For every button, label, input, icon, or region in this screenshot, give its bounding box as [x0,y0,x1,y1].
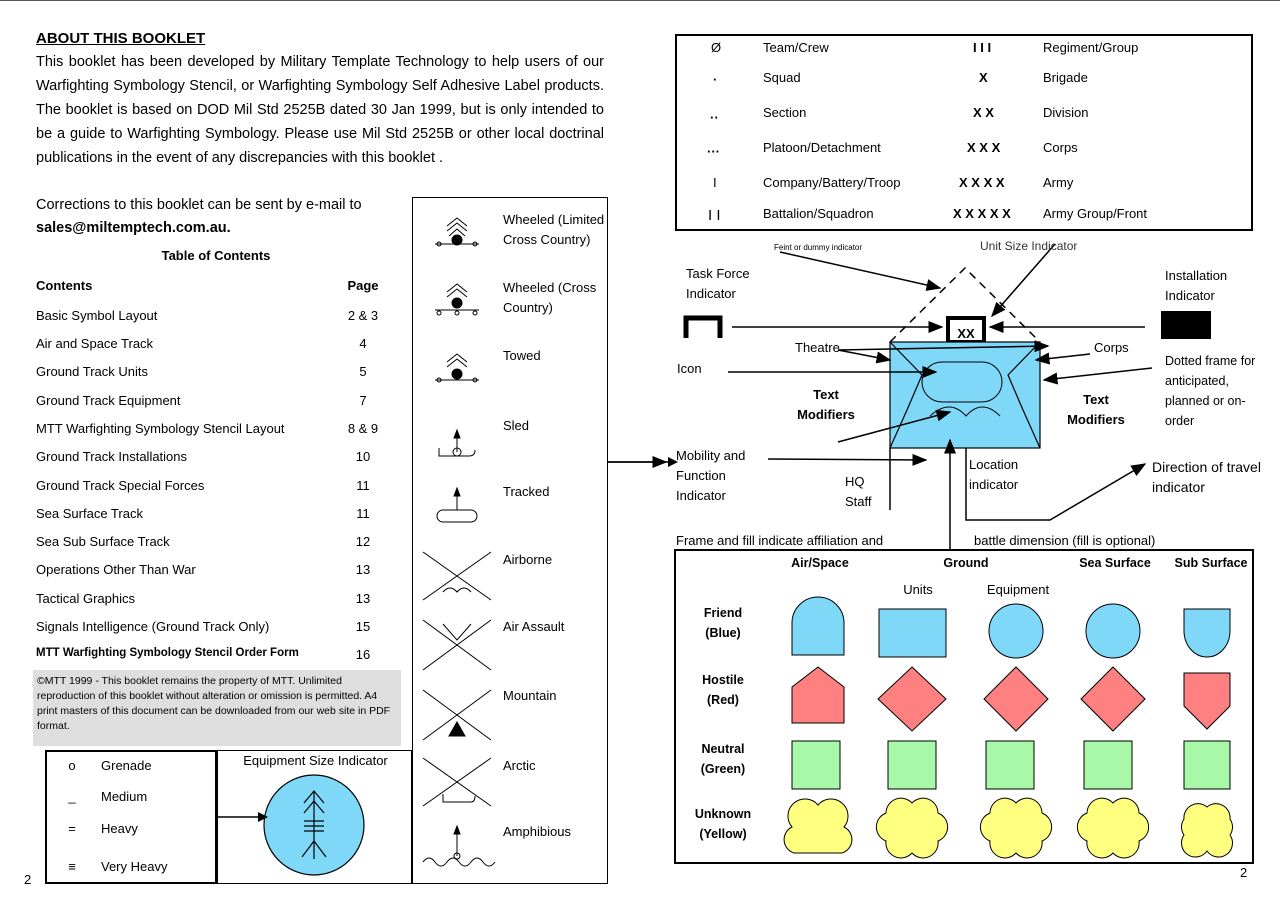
toc-row-contents: MTT Warfighting Symbology Stencil Order Form [36,647,299,659]
column-equipment: Equipment [986,582,1050,597]
unit-size-symbol: · [713,72,718,87]
mobility-label: Air Assault [503,619,565,634]
toc-row[interactable] [36,591,396,611]
unit-size-box-label: XX [957,326,975,341]
page-number-right: 2 [1240,865,1248,880]
friend-ground-equipment [989,604,1043,658]
unit-size-symbol: X X X X X [953,206,1011,221]
weight-class-label: Grenade [101,758,152,773]
unit-size-symbol: X [979,70,988,85]
column-units: Units [903,582,933,597]
page-number-left: 2 [24,872,32,887]
friend-sub-surface [1184,609,1230,657]
toc-header-contents: Contents [36,278,93,293]
mobility-label: Wheeled (Limited Cross Country) [503,212,605,247]
mobility-indicator-box [412,197,608,884]
towed-icon [435,354,479,382]
neutral-ground-unit [888,741,936,789]
toc-row-contents: Ground Track Installations [36,449,188,464]
copyright-notice: ©MTT 1999 - This booklet remains the property of MTT. Unlimited reproduction of this booklet without alteration or omission is permitted. A4 print masters of this document can be downloaded from our web site in PDF format. [33,670,401,746]
corrections-label: Corrections to this booklet can be sent by e-mail to [36,197,362,213]
corps-label: Corps [1094,340,1129,355]
mobility-label: Mountain [503,688,557,703]
corrections-text [36,194,416,240]
toc-row-page: 5 [359,364,367,379]
friend-ground-unit [879,609,946,657]
affiliation-name: Neutral [701,742,745,756]
toc-row[interactable] [36,421,396,441]
affiliation-shapes [676,551,1252,862]
toc-row-page: 11 [356,506,370,521]
mobility-label: Amphibious [503,824,571,839]
unknown-ground-equipment [980,798,1051,858]
toc-row-page: 4 [359,336,367,351]
unit-size-table [675,34,1253,231]
wheeled-limited-icon [435,218,479,246]
mobility-label: Wheeled (Cross Country) [503,280,597,315]
friend-sea-surface [1086,604,1140,658]
mobility-connector-arrow [606,452,678,472]
direction-label: Direction of travel indicator [1152,459,1261,495]
tracked-icon [437,488,477,522]
toc-row-page: 7 [359,393,367,408]
sled-icon [439,430,475,456]
toc-row-page: 2 & 3 [347,308,379,323]
weight-class-symbol: ≡ [68,859,76,874]
hostile-ground-equipment [984,667,1048,731]
frame-fill-label-2: battle dimension (fill is optional) [974,533,1156,548]
weight-class-box [45,750,217,884]
toc-row[interactable] [36,506,396,526]
toc-row[interactable] [36,308,396,328]
weight-class-symbol: o [68,758,76,773]
toc-row-contents: Tactical Graphics [36,591,135,606]
toc-header [36,278,396,298]
mobility-function-label: Mobility and Function Indicator [676,448,746,503]
friend-air-space [792,597,844,655]
affiliation-color: (Red) [707,693,739,707]
frame-fill-label-1: Frame and fill indicate affiliation and [676,533,884,548]
column-sea-surface: Sea Surface [1079,556,1151,570]
unit-size-symbol: Ø [711,40,722,55]
affiliation-color: (Yellow) [699,827,747,841]
mobility-label: Towed [503,348,541,363]
toc-row-contents: Basic Symbol Layout [36,308,158,323]
top-rule [0,0,1280,1]
weight-class-symbol: = [68,821,76,836]
hq-staff-label: HQ Staff [845,474,872,509]
unit-size-symbol: X X X X [959,175,1005,190]
toc-row[interactable] [36,449,396,469]
unknown-air-space [784,799,852,853]
mobility-label: Airborne [503,552,553,567]
unit-size-indicator-label: Unit Size Indicator [980,239,1078,253]
text-modifiers-right: Text Modifiers [1067,392,1125,427]
mobility-label: Arctic [503,758,536,773]
unit-size-name: Platoon/Detachment [763,140,881,155]
toc-title: Table of Contents [161,248,271,263]
toc-row[interactable] [36,478,396,498]
unit-size-symbol: I I [708,207,721,224]
unit-size-name: Company/Battery/Troop [763,175,901,190]
toc-header-page: Page [347,278,379,293]
unit-size-name: Battalion/Squadron [763,206,874,221]
toc-row-page: 15 [355,619,371,634]
symbol-frame [890,342,1040,448]
task-force-label: Task Force Indicator [686,266,750,301]
location-label: Location indicator [969,457,1019,492]
icon-label: Icon [677,361,702,376]
affiliation-table [674,549,1254,864]
theatre-label: Theatre [795,340,840,355]
toc-row-contents: Signals Intelligence (Ground Track Only) [36,619,270,634]
wheeled-cross-country-icon [435,284,479,315]
toc-row[interactable] [36,647,396,667]
toc-row-page: 13 [355,591,371,606]
unit-size-name: Regiment/Group [1043,40,1139,55]
toc-row-page: 8 & 9 [347,421,379,436]
toc-row[interactable] [36,619,396,639]
unit-size-name: Division [1043,105,1089,120]
mountain-icon [423,690,491,740]
unit-size-name: Army Group/Front [1043,206,1148,221]
column-ground: Ground [943,556,989,570]
unit-size-symbol: I I I [973,40,992,55]
toc-row[interactable] [36,364,396,384]
toc-row[interactable] [36,336,396,356]
unknown-ground-unit [876,798,947,858]
toc-row-page: 13 [355,562,371,577]
unit-size-name: Team/Crew [763,40,829,55]
affiliation-name: Friend [703,606,743,620]
neutral-air-space [792,741,840,789]
toc-row-contents: Operations Other Than War [36,562,196,577]
unit-size-symbol: I [713,175,717,190]
hostile-ground-unit [878,667,946,731]
arctic-icon [423,758,491,806]
toc-row[interactable] [36,562,396,582]
unit-size-name: Brigade [1043,70,1088,85]
amphibious-icon [423,826,495,866]
unit-size-name: Section [763,105,807,120]
unit-size-symbol: ·· [710,110,719,125]
about-title: ABOUT THIS BOOKLET [36,30,206,47]
hostile-air-space [792,667,844,723]
equipment-size-indicator-title: Equipment Size Indicator [243,753,388,768]
unit-size-name: Corps [1043,140,1078,155]
column-sub-surface: Sub Surface [1174,556,1248,570]
feint-label: Feint or dummy indicator [774,243,863,252]
neutral-sea-surface [1084,741,1132,789]
toc-row-page: 12 [355,534,371,549]
toc-row-page: 10 [355,449,371,464]
hostile-sub-surface [1184,673,1230,729]
affiliation-color: (Blue) [705,626,741,640]
unknown-sea-surface [1077,798,1148,858]
weight-class-label: Very Heavy [101,859,168,874]
unit-size-name: Squad [763,70,801,85]
mobility-label: Sled [503,418,530,433]
toc-row-contents: Ground Track Special Forces [36,478,205,493]
toc-row-contents: Air and Space Track [36,336,154,351]
task-force-icon [686,318,720,338]
weight-class-symbol: _ [68,789,76,804]
esi-arrow [210,805,270,825]
weight-class-label: Medium [101,789,148,804]
affiliation-color: (Green) [700,762,746,776]
toc-row-contents: Ground Track Units [36,364,148,379]
unknown-sub-surface [1181,804,1232,857]
unit-size-symbol: ··· [707,144,720,159]
mobility-label: Tracked [503,484,550,499]
unit-size-name: Army [1043,175,1074,190]
dotted-frame-label: Dotted frame for anticipated, planned or on-order [1165,354,1256,428]
toc-row-contents: MTT Warfighting Symbology Stencil Layout [36,421,285,436]
text-modifiers-left: Text Modifiers [797,387,855,422]
toc-row-contents: Sea Sub Surface Track [36,534,170,549]
about-body: This booklet has been developed by Military Template Technology to help users of our Warfighting Symbology Stencil, or Warfighting Symbology Self Adhesive Label products. The booklet is based on DOD Mil Std 2525B dated 30 Jan 1999, but is only intended to be a guide to Warfighting Symbology. Please use Mil Std 2525B or other local doctrinal publications in the event of any discrepancies with this booklet . [36,54,604,166]
affiliation-name: Hostile [702,673,744,687]
hostile-sea-surface [1081,667,1145,731]
email-link[interactable]: sales@miltemptech.com.au. [36,220,231,236]
toc-row-contents: Sea Surface Track [36,506,143,521]
air-assault-icon [423,620,491,670]
toc-row-page: 11 [356,478,370,493]
neutral-ground-equipment [986,741,1034,789]
installation-label: Installation Indicator [1165,268,1228,303]
toc-row[interactable] [36,393,396,413]
toc-row[interactable] [36,534,396,554]
unit-size-symbol: X X [973,105,994,120]
unit-size-symbol: X X X [967,140,1001,155]
weight-class-label: Heavy [101,821,138,836]
neutral-sub-surface [1184,741,1230,789]
toc-row-page: 16 [355,647,371,662]
affiliation-name: Unknown [694,807,752,821]
airborne-icon [423,552,491,600]
toc-row-contents: Ground Track Equipment [36,393,181,408]
column-air-space: Air/Space [791,556,849,570]
installation-icon [1161,311,1211,339]
